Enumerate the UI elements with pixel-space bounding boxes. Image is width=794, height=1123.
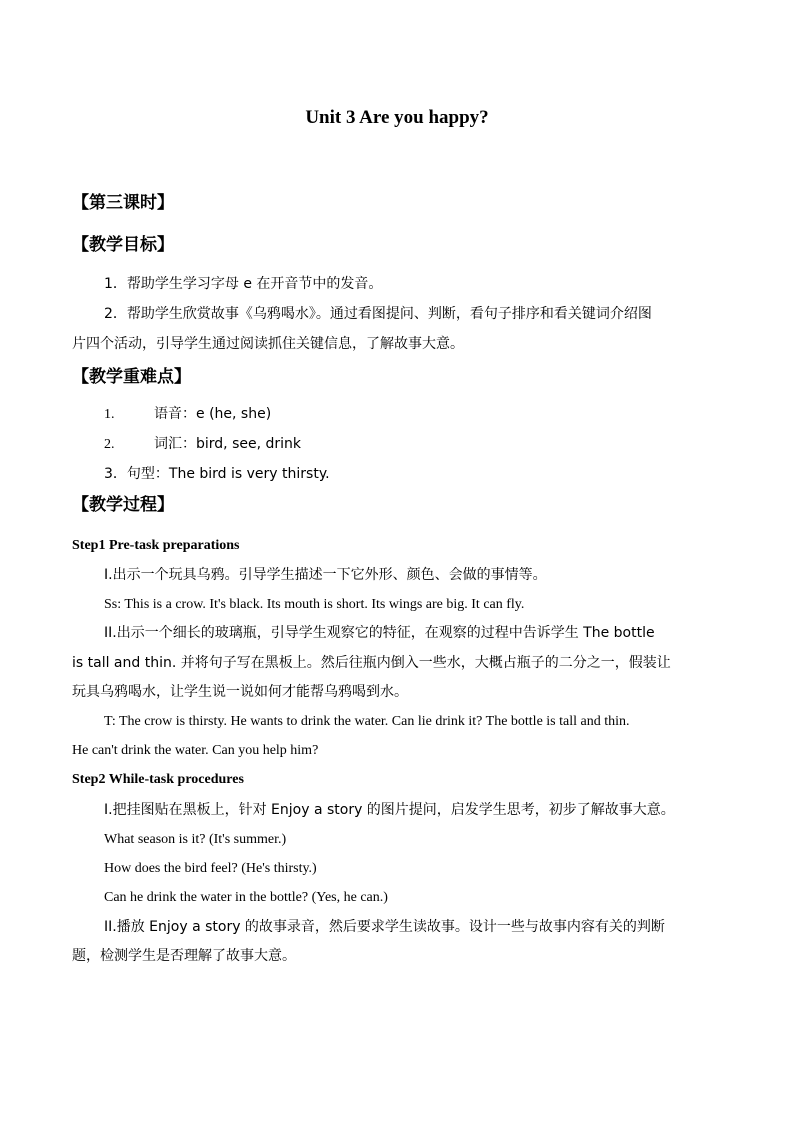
process-heading: 【教学过程】 xyxy=(72,495,174,515)
key-point-line xyxy=(104,434,301,455)
key-point-line: 3．句型：The bird is very thirsty. xyxy=(104,466,330,482)
goal-line: 2．帮助学生欣赏故事《乌鸦喝水》。通过看图提问、判断，看句子排序和看关键词介绍图 xyxy=(104,306,652,322)
step1-line: T: The crow is thirsty. He wants to drink the water. Can lie drink it? The bottle is tall and thin. xyxy=(104,714,630,729)
key-point-number: 2. xyxy=(104,437,115,452)
step2-line: Can he drink the water in the bottle? (Yes, he can.) xyxy=(104,890,388,905)
document-title: Unit 3 Are you happy? xyxy=(305,107,489,128)
key-point-text: 词汇：bird, see, drink xyxy=(154,436,302,452)
step2-line: I.把挂图贴在黑板上，针对 Enjoy a story 的图片提问，启发学生思考，初步了解故事大意。 xyxy=(104,802,675,818)
key-point-line xyxy=(104,404,271,425)
goals-heading: 【教学目标】 xyxy=(72,235,174,255)
step1-line: He can't drink the water. Can you help him? xyxy=(72,743,319,758)
key-point-number: 1. xyxy=(104,407,115,422)
step2-line: What season is it? (It's summer.) xyxy=(104,832,287,847)
step1-line: is tall and thin. 并将句子写在黑板上。然后往瓶内倒入一些水，大概占瓶子的二分之一，假装让 xyxy=(72,655,671,671)
step1-line: II.出示一个细长的玻璃瓶，引导学生观察它的特征，在观察的过程中告诉学生 The bottle xyxy=(104,625,655,641)
step2-line: How does the bird feel? (He's thirsty.) xyxy=(104,861,317,876)
lesson-heading: 【第三课时】 xyxy=(72,193,174,213)
goal-line: 1．帮助学生学习字母 e 在开音节中的发音。 xyxy=(104,276,383,292)
step1-title: Step1 Pre-task preparations xyxy=(72,538,240,553)
step1-line: 玩具乌鸦喝水，让学生说一说如何才能帮乌鸦喝到水。 xyxy=(72,684,408,700)
key-point-text: 语音：e (he, she) xyxy=(154,406,272,422)
goal-line: 片四个活动，引导学生通过阅读抓住关键信息，了解故事大意。 xyxy=(72,336,464,352)
key-points-heading: 【教学重难点】 xyxy=(72,367,191,387)
step1-line: I.出示一个玩具乌鸦。引导学生描述一下它外形、颜色、会做的事情等。 xyxy=(104,567,547,583)
step2-line: II.播放 Enjoy a story 的故事录音，然后要求学生读故事。设计一些与故事内容有关的判断 xyxy=(104,919,665,935)
step2-line: 题，检测学生是否理解了故事大意。 xyxy=(72,948,296,964)
step1-line: Ss: This is a crow. It's black. Its mouth is short. Its wings are big. It can fly. xyxy=(104,597,525,612)
step2-title: Step2 While-task procedures xyxy=(72,772,244,787)
